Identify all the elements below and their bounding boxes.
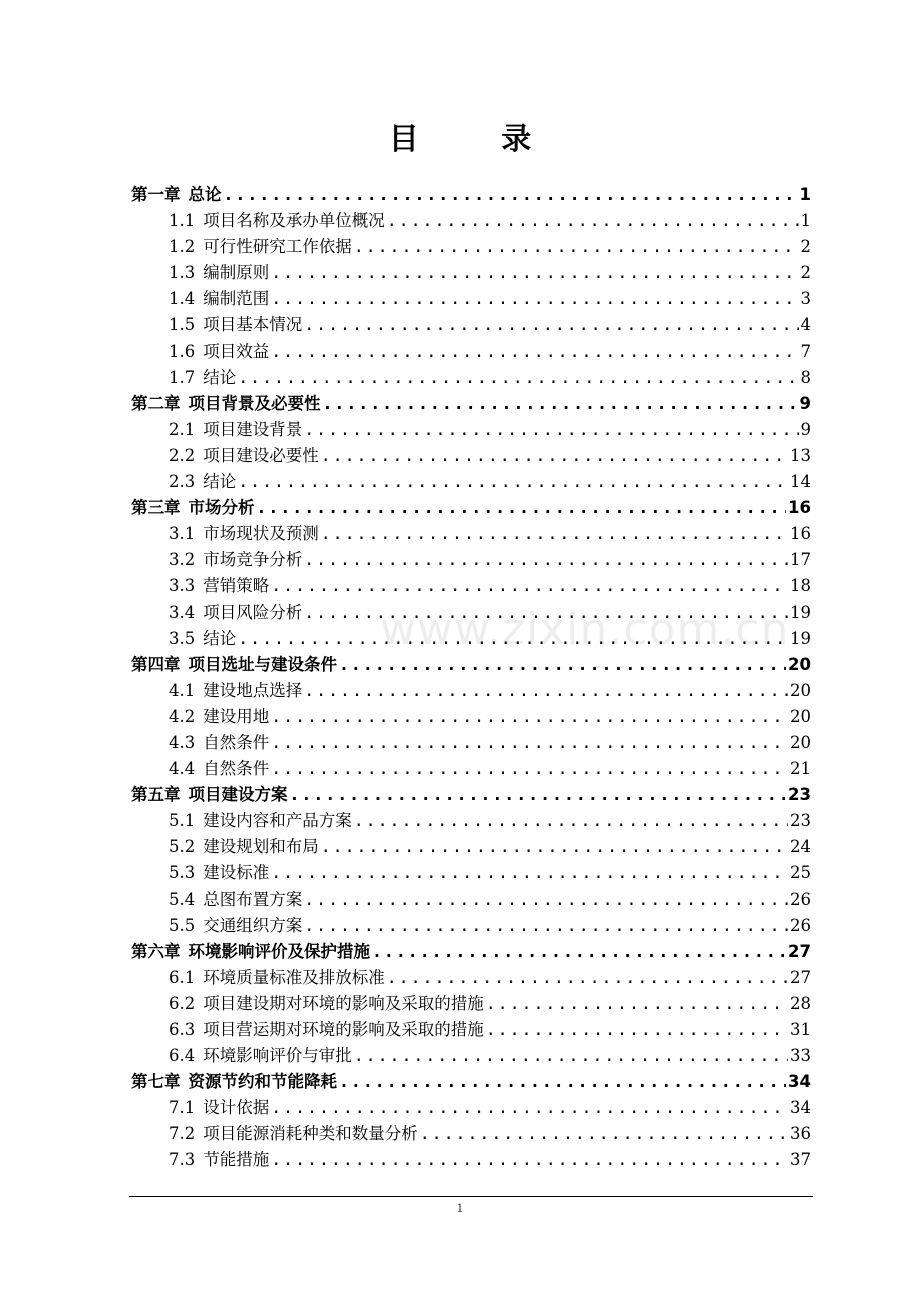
toc-entry-title: 建设标准 bbox=[203, 863, 270, 883]
toc-entry-number: 3.2 bbox=[169, 550, 196, 570]
toc-dot-leader bbox=[271, 756, 788, 782]
toc-dot-leader bbox=[271, 1147, 788, 1173]
toc-chapter-entry[interactable] bbox=[131, 182, 811, 208]
toc-page-number: 20 bbox=[790, 680, 811, 700]
toc-dot-leader bbox=[323, 391, 798, 417]
toc-page-number: 4 bbox=[800, 315, 811, 335]
toc-page-number: 19 bbox=[790, 628, 811, 648]
toc-entry-title: 结论 bbox=[203, 367, 237, 387]
toc-entry-number: 4.3 bbox=[169, 732, 196, 752]
toc-section-entry[interactable] bbox=[131, 913, 811, 939]
toc-entry-title: 项目建设必要性 bbox=[203, 445, 319, 465]
toc-page-number: 2 bbox=[800, 237, 811, 257]
toc-entry-number: 4.2 bbox=[169, 706, 196, 726]
toc-chapter-entry[interactable] bbox=[131, 1069, 811, 1095]
toc-dot-leader bbox=[304, 887, 788, 913]
toc-entry-title: 可行性研究工作依据 bbox=[203, 237, 352, 257]
toc-page-number: 20 bbox=[790, 732, 811, 752]
toc-entry-title: 项目背景及必要性 bbox=[188, 393, 321, 413]
toc-section-entry[interactable] bbox=[131, 312, 811, 338]
toc-dot-leader bbox=[321, 443, 788, 469]
toc-dot-leader bbox=[486, 1017, 788, 1043]
toc-entry-number: 1.5 bbox=[169, 315, 196, 335]
toc-section-entry[interactable] bbox=[131, 704, 811, 730]
toc-page-number: 8 bbox=[800, 367, 811, 387]
toc-section-entry[interactable] bbox=[131, 834, 811, 860]
toc-section-entry[interactable] bbox=[131, 1043, 811, 1069]
toc-entry-title: 总图布置方案 bbox=[203, 889, 303, 909]
toc-chapter-entry[interactable] bbox=[131, 939, 811, 965]
toc-dot-leader bbox=[304, 913, 788, 939]
toc-entry-title: 市场竞争分析 bbox=[203, 550, 303, 570]
toc-page-number: 20 bbox=[790, 706, 811, 726]
toc-entry-title: 项目建设方案 bbox=[188, 785, 288, 805]
watermark: www.zixin.com.cn bbox=[380, 604, 790, 655]
toc-entry-title: 市场现状及预测 bbox=[203, 524, 319, 544]
toc-page-number: 34 bbox=[790, 1098, 811, 1118]
toc-entry-title: 项目能源消耗种类和数量分析 bbox=[203, 1124, 418, 1144]
toc-chapter-entry[interactable] bbox=[131, 782, 811, 808]
toc-dot-leader bbox=[304, 417, 798, 443]
toc-entry-number: 1.6 bbox=[169, 341, 196, 361]
toc-page-number: 3 bbox=[800, 289, 811, 309]
toc-dot-leader bbox=[321, 834, 788, 860]
toc-section-entry[interactable] bbox=[131, 234, 811, 260]
toc-dot-leader bbox=[387, 208, 799, 234]
toc-entry-title: 项目营运期对环境的影响及采取的措施 bbox=[203, 1020, 484, 1039]
table-of-contents bbox=[131, 182, 811, 1174]
toc-entry-number: 2.1 bbox=[169, 419, 196, 439]
toc-entry-number: 3.5 bbox=[169, 628, 196, 648]
toc-section-entry[interactable] bbox=[131, 469, 811, 495]
toc-page-number: 9 bbox=[800, 419, 811, 439]
toc-dot-leader bbox=[387, 965, 788, 991]
toc-dot-leader bbox=[290, 782, 787, 808]
toc-page-number: 36 bbox=[790, 1124, 811, 1144]
toc-page-number: 24 bbox=[790, 837, 811, 857]
toc-entry-title: 项目选址与建设条件 bbox=[188, 654, 337, 674]
toc-section-entry[interactable] bbox=[131, 1121, 811, 1147]
toc-entry-title: 项目基本情况 bbox=[203, 315, 303, 335]
toc-page-number: 13 bbox=[790, 445, 811, 465]
toc-page-number: 26 bbox=[790, 889, 811, 909]
toc-section-entry[interactable] bbox=[131, 1095, 811, 1121]
toc-entry-number: 4.4 bbox=[169, 759, 196, 779]
toc-entry-number: 2.3 bbox=[169, 472, 196, 492]
toc-page-number: 34 bbox=[788, 1072, 811, 1092]
toc-dot-leader bbox=[304, 312, 798, 338]
toc-entry-title: 设计依据 bbox=[203, 1098, 270, 1118]
toc-section-entry[interactable] bbox=[131, 965, 811, 991]
toc-entry-number: 5.3 bbox=[169, 863, 196, 883]
toc-dot-leader bbox=[354, 234, 799, 260]
toc-entry-title: 自然条件 bbox=[203, 732, 270, 752]
toc-entry-title: 结论 bbox=[203, 472, 237, 492]
toc-entry-title: 建设用地 bbox=[203, 706, 270, 726]
toc-entry-number: 3.1 bbox=[169, 524, 196, 544]
toc-entry-title: 编制原则 bbox=[203, 263, 270, 283]
toc-entry-number: 1.4 bbox=[169, 289, 196, 309]
toc-entry-number: 5.2 bbox=[169, 837, 196, 857]
toc-dot-leader bbox=[238, 469, 788, 495]
toc-page-number: 19 bbox=[790, 602, 811, 622]
toc-dot-leader bbox=[339, 652, 786, 678]
toc-entry-title: 交通组织方案 bbox=[203, 915, 303, 935]
toc-page-number: 27 bbox=[790, 967, 811, 987]
toc-entry-number: 1.1 bbox=[169, 211, 196, 231]
toc-section-entry[interactable] bbox=[131, 1017, 811, 1043]
toc-entry-number: 5.4 bbox=[169, 889, 196, 909]
toc-entry-title: 编制范围 bbox=[203, 289, 270, 309]
toc-entry-number: 5.5 bbox=[169, 915, 196, 935]
page-title: 目 录 bbox=[388, 122, 568, 157]
toc-entry-title: 营销策略 bbox=[203, 576, 270, 596]
toc-entry-title: 结论 bbox=[203, 628, 237, 648]
toc-section-entry[interactable] bbox=[131, 860, 811, 886]
toc-dot-leader bbox=[238, 365, 798, 391]
toc-entry-number: 6.1 bbox=[169, 967, 196, 987]
toc-page-number: 28 bbox=[790, 993, 811, 1013]
toc-entry-number: 第二章 bbox=[131, 393, 181, 413]
toc-entry-number: 1.2 bbox=[169, 237, 196, 257]
toc-entry-title: 总论 bbox=[188, 185, 222, 204]
toc-page-number: 20 bbox=[788, 654, 811, 674]
toc-entry-number: 1.7 bbox=[169, 367, 196, 387]
toc-entry-title: 项目名称及承办单位概况 bbox=[203, 211, 385, 231]
toc-section-entry[interactable] bbox=[131, 730, 811, 756]
toc-page-number: 21 bbox=[790, 759, 811, 779]
toc-page-number: 16 bbox=[790, 524, 811, 544]
toc-dot-leader bbox=[304, 547, 788, 573]
toc-page-number: 26 bbox=[790, 915, 811, 935]
toc-dot-leader bbox=[486, 991, 788, 1017]
toc-chapter-entry[interactable] bbox=[131, 391, 811, 417]
toc-entry-number: 第一章 bbox=[131, 185, 181, 204]
toc-page-number: 7 bbox=[800, 341, 811, 361]
toc-dot-leader bbox=[271, 704, 788, 730]
toc-chapter-entry[interactable] bbox=[131, 652, 811, 678]
toc-page-number: 18 bbox=[790, 576, 811, 596]
toc-section-entry[interactable] bbox=[131, 208, 811, 234]
toc-entry-number: 2.2 bbox=[169, 445, 196, 465]
toc-entry-title: 项目建设背景 bbox=[203, 419, 303, 439]
toc-page-number: 37 bbox=[790, 1150, 811, 1170]
toc-entry-number: 6.3 bbox=[169, 1020, 196, 1039]
toc-section-entry[interactable] bbox=[131, 286, 811, 312]
toc-page-number: 23 bbox=[790, 811, 811, 831]
toc-entry-number: 6.4 bbox=[169, 1046, 196, 1066]
toc-entry-title: 节能措施 bbox=[203, 1150, 270, 1170]
toc-entry-number: 6.2 bbox=[169, 993, 196, 1013]
toc-page-number: 14 bbox=[790, 472, 811, 492]
toc-page-number: 31 bbox=[790, 1020, 811, 1039]
toc-entry-number: 第六章 bbox=[131, 941, 181, 961]
toc-entry-title: 项目建设期对环境的影响及采取的措施 bbox=[203, 993, 484, 1013]
toc-dot-leader bbox=[271, 860, 788, 886]
toc-dot-leader bbox=[271, 730, 788, 756]
toc-section-entry[interactable] bbox=[131, 756, 811, 782]
toc-dot-leader bbox=[321, 521, 788, 547]
toc-entry-number: 第五章 bbox=[131, 785, 181, 805]
toc-page-number: 17 bbox=[790, 550, 811, 570]
toc-section-entry[interactable] bbox=[131, 339, 811, 365]
toc-page-number: 2 bbox=[800, 263, 811, 283]
toc-dot-leader bbox=[271, 339, 798, 365]
toc-section-entry[interactable] bbox=[131, 521, 811, 547]
toc-entry-title: 建设地点选择 bbox=[203, 680, 303, 700]
toc-dot-leader bbox=[354, 808, 788, 834]
toc-dot-leader bbox=[257, 495, 787, 521]
toc-dot-leader bbox=[271, 286, 798, 312]
toc-page-number: 25 bbox=[790, 863, 811, 883]
toc-section-entry[interactable] bbox=[131, 678, 811, 704]
toc-dot-leader bbox=[354, 1043, 788, 1069]
toc-section-entry[interactable] bbox=[131, 443, 811, 469]
toc-entry-title: 资源节约和节能降耗 bbox=[188, 1072, 337, 1092]
footer-page-number: 1 bbox=[456, 1202, 464, 1215]
toc-entry-number: 7.2 bbox=[169, 1124, 196, 1144]
toc-entry-number: 7.1 bbox=[169, 1098, 196, 1118]
toc-section-entry[interactable] bbox=[131, 573, 811, 599]
toc-section-entry[interactable] bbox=[131, 991, 811, 1017]
toc-page-number: 33 bbox=[790, 1046, 811, 1066]
toc-section-entry[interactable] bbox=[131, 365, 811, 391]
toc-entry-number: 4.1 bbox=[169, 680, 196, 700]
toc-dot-leader bbox=[372, 939, 786, 965]
toc-entry-title: 项目风险分析 bbox=[203, 602, 303, 622]
toc-page-number: 23 bbox=[788, 785, 811, 805]
toc-section-entry[interactable] bbox=[131, 417, 811, 443]
toc-dot-leader bbox=[304, 678, 788, 704]
toc-entry-number: 第四章 bbox=[131, 654, 181, 674]
toc-section-entry[interactable] bbox=[131, 547, 811, 573]
toc-entry-title: 项目效益 bbox=[203, 341, 270, 361]
toc-entry-number: 3.3 bbox=[169, 576, 196, 596]
toc-section-entry[interactable] bbox=[131, 887, 811, 913]
toc-entry-number: 第三章 bbox=[131, 498, 181, 518]
footer-divider bbox=[129, 1196, 813, 1197]
toc-entry-number: 7.3 bbox=[169, 1150, 196, 1170]
toc-dot-leader bbox=[420, 1121, 788, 1147]
toc-entry-number: 1.3 bbox=[169, 263, 196, 283]
toc-entry-number: 3.4 bbox=[169, 602, 196, 622]
toc-entry-title: 市场分析 bbox=[188, 498, 255, 518]
toc-dot-leader bbox=[271, 573, 788, 599]
toc-entry-title: 建设规划和布局 bbox=[203, 837, 319, 857]
toc-page-number: 1 bbox=[800, 211, 811, 231]
toc-section-entry[interactable] bbox=[131, 260, 811, 286]
toc-entry-title: 环境质量标准及排放标准 bbox=[203, 967, 385, 987]
toc-dot-leader bbox=[224, 182, 798, 208]
toc-chapter-entry[interactable] bbox=[131, 495, 811, 521]
toc-entry-number: 第七章 bbox=[131, 1072, 181, 1092]
toc-entry-title: 自然条件 bbox=[203, 759, 270, 779]
toc-page-number: 16 bbox=[788, 498, 811, 518]
toc-dot-leader bbox=[271, 1095, 788, 1121]
toc-page-number: 27 bbox=[788, 941, 811, 961]
toc-dot-leader bbox=[339, 1069, 786, 1095]
toc-entry-title: 建设内容和产品方案 bbox=[203, 811, 352, 831]
toc-section-entry[interactable] bbox=[131, 1147, 811, 1173]
toc-page-number: 1 bbox=[799, 185, 811, 204]
toc-entry-title: 环境影响评价及保护措施 bbox=[188, 941, 370, 961]
toc-dot-leader bbox=[271, 260, 798, 286]
toc-page-number: 9 bbox=[799, 393, 811, 413]
toc-section-entry[interactable] bbox=[131, 808, 811, 834]
toc-entry-number: 5.1 bbox=[169, 811, 196, 831]
toc-entry-title: 环境影响评价与审批 bbox=[203, 1046, 352, 1066]
